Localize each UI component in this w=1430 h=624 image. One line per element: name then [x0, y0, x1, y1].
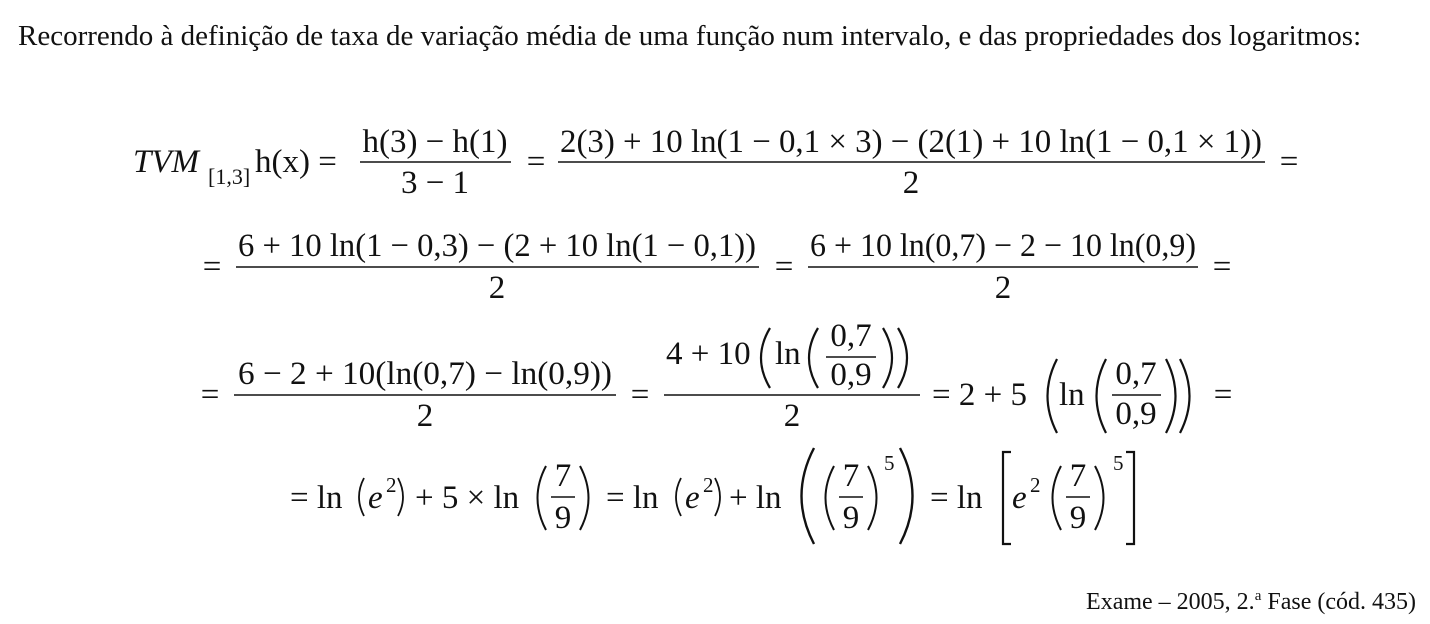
line3-frac1-numerator: 6 − 2 + 10(ln(0,7) − ln(0,9)): [238, 356, 612, 392]
line4-exp5-b: 5: [1113, 451, 1124, 475]
line4-eq-ln-3: = ln: [930, 480, 983, 516]
source-citation: [1086, 581, 1416, 617]
line4-paren-big-left: [802, 448, 815, 544]
line1-frac2-denominator: 2: [902, 165, 920, 201]
line2-frac1-denominator: 2: [488, 270, 506, 306]
line4-e-1: e: [368, 480, 383, 516]
line4-bracket-left: [1003, 452, 1011, 544]
line4-exp5-a: 5: [884, 451, 895, 475]
equation-line-4: [290, 448, 1134, 544]
line4-eq-ln-2: = ln: [606, 480, 659, 516]
source-ordinal: a: [1254, 588, 1262, 604]
line4-paren-79a-right: [580, 466, 589, 530]
tvm-function: h(x) =: [255, 144, 337, 180]
line4-paren-79a-left: [538, 466, 547, 530]
line1-equals-end: =: [1279, 144, 1299, 180]
line2-equals-start: =: [202, 249, 222, 285]
line4-seven-c: 7: [1069, 458, 1087, 494]
line3-inner-numerator: 0,7: [830, 318, 872, 354]
line3-rhs-numerator: 0,7: [1115, 356, 1157, 392]
line3-frac2-num-a: 4 + 10: [666, 336, 751, 372]
source-suffix: Fase (cód. 435): [1261, 589, 1416, 615]
line4-nine-b: 9: [842, 500, 860, 536]
line4-eq-ln-1: = ln: [290, 480, 343, 516]
line3-rhs-paren-inner-left: [1097, 359, 1107, 433]
line2-equals-end: =: [1212, 249, 1232, 285]
line3-inner-paren-right: [883, 328, 892, 388]
line3-rhs-paren-outer-left: [1048, 359, 1058, 433]
line3-rhs-denominator: 0,9: [1115, 396, 1157, 432]
line4-paren-big-right: [900, 448, 913, 544]
line2-equals: =: [774, 249, 794, 285]
line4-e-2: e: [685, 480, 700, 516]
line3-inner-paren-left: [809, 328, 818, 388]
line3-outer-paren-right: [898, 328, 907, 388]
line4-e-3: e: [1012, 480, 1027, 516]
line3-equals: =: [630, 377, 650, 413]
line3-frac2-denominator: 2: [783, 398, 801, 434]
line3-rhs: = 2 + 5: [932, 377, 1027, 413]
line4-seven-a: 7: [554, 458, 572, 494]
line2-frac1-numerator: 6 + 10 ln(1 − 0,3) − (2 + 10 ln(1 − 0,1)): [238, 228, 756, 264]
line4-paren-79c-left: [1053, 466, 1062, 530]
line2-frac2-denominator: 2: [994, 270, 1012, 306]
line3-equals-end: =: [1213, 377, 1233, 413]
line4-exp2-3: 2: [1030, 473, 1041, 497]
source-prefix: Exame – 2005, 2.: [1086, 589, 1255, 615]
line3-equals-start: =: [200, 377, 220, 413]
line4-plus-5-ln: + 5 × ln: [415, 480, 520, 516]
line4-paren-e2-right: [715, 478, 720, 516]
line1-frac1-denominator: 3 − 1: [400, 165, 470, 201]
line3-outer-paren-left: [761, 328, 770, 388]
tvm-label: TVM: [133, 144, 199, 180]
intro-paragraph: Recorrendo à definição de taxa de variação média de uma função num intervalo, e das propriedades dos logaritmos:: [18, 20, 1362, 52]
line4-nine-c: 9: [1069, 500, 1087, 536]
line1-equals: =: [526, 144, 546, 180]
equation-line-3: [201, 318, 1233, 434]
line4-exp2-1: 2: [386, 473, 397, 497]
line4-paren-79c-right: [1095, 466, 1104, 530]
line2-frac2-numerator: 6 + 10 ln(0,7) − 2 − 10 ln(0,9): [810, 228, 1196, 264]
line3-ln-inner: ln: [775, 336, 801, 372]
tvm-interval: [1,3]: [208, 164, 251, 189]
line4-exp2-2: 2: [703, 473, 714, 497]
line4-paren-79b-left: [826, 466, 835, 530]
line1-frac1-numerator: h(3) − h(1): [362, 124, 508, 160]
equation-line-1: [133, 124, 1298, 201]
line4-seven-b: 7: [842, 458, 860, 494]
line3-inner-denominator: 0,9: [830, 357, 872, 393]
line4-paren-79b-right: [868, 466, 877, 530]
line3-frac1-denominator: 2: [416, 398, 434, 434]
line4-bracket-right: [1126, 452, 1134, 544]
line3-rhs-paren-inner-right: [1166, 359, 1176, 433]
line1-frac2-numerator: 2(3) + 10 ln(1 − 0,1 × 3) − (2(1) + 10 ln(1 − 0,1 × 1)): [560, 124, 1262, 160]
line4-paren-e1-right: [398, 478, 403, 516]
line4-plus-ln: + ln: [729, 480, 782, 516]
equation-line-2: [203, 228, 1232, 306]
line4-paren-e2-left: [676, 478, 681, 516]
line4-paren-e1-left: [359, 478, 364, 516]
line3-rhs-paren-outer-right: [1180, 359, 1190, 433]
line4-nine-a: 9: [554, 500, 572, 536]
line3-rhs-ln: ln: [1059, 377, 1085, 413]
